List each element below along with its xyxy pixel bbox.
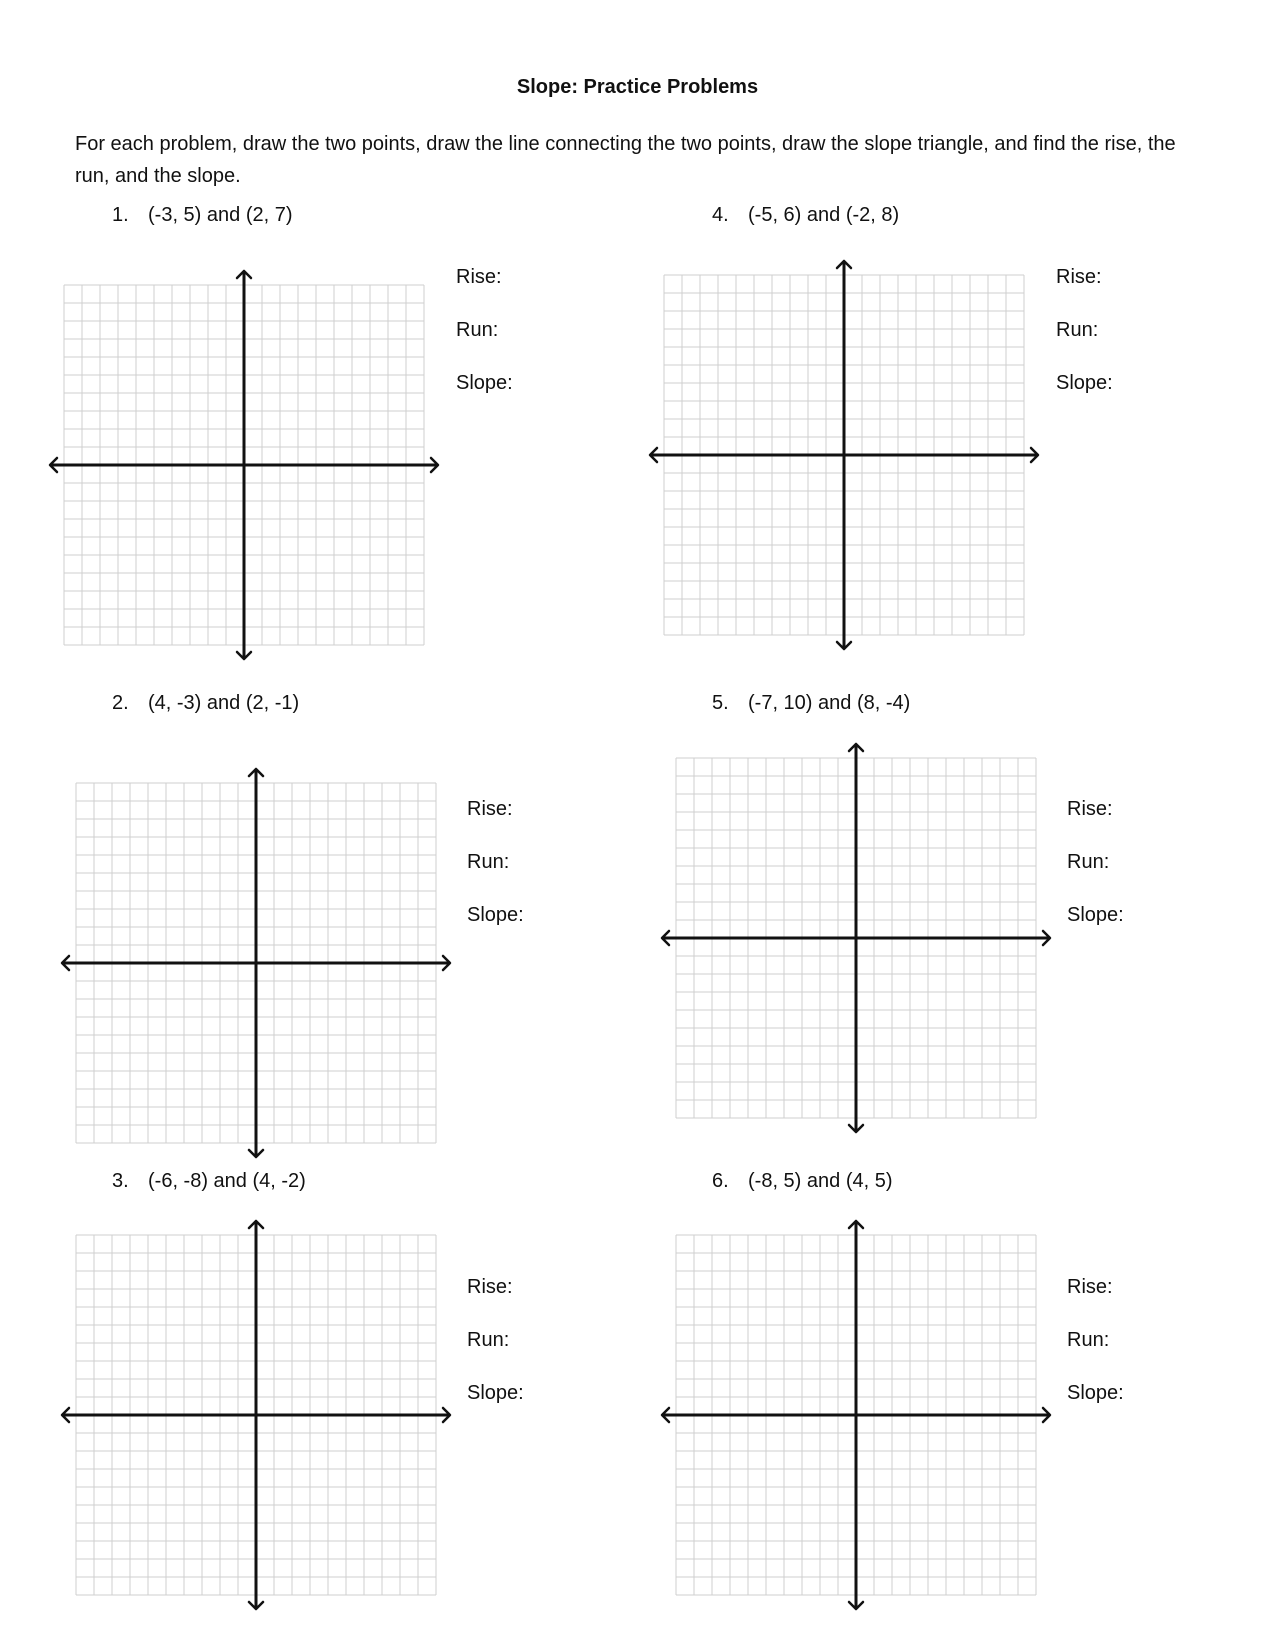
slope-label-1: Slope: [456,372,513,394]
rise-label-5: Rise: [1067,798,1113,820]
problem-1-label [112,204,293,227]
instructions: For each problem, draw the two points, draw the line connecting the two points, draw the slope triangle, and find the rise, the run, and the slope. [75,133,1176,187]
coordinate-grid-5[interactable] [676,758,1036,1118]
problem-3-label [112,1170,306,1193]
problem-points: (4, -3) and (2, -1) [148,692,300,714]
problem-number: 4. [712,204,729,226]
problem-4-label [712,204,899,227]
rise-label-6: Rise: [1067,1276,1113,1298]
slope-label-4: Slope: [1056,372,1113,394]
rise-label-4: Rise: [1056,266,1102,288]
slope-label-6: Slope: [1067,1382,1124,1404]
problem-2-label [112,692,299,715]
coordinate-grid-2[interactable] [76,783,436,1143]
run-label-5: Run: [1067,851,1110,873]
rise-label-3: Rise: [467,1276,513,1298]
problem-number: 3. [112,1170,129,1192]
problem-number: 5. [712,692,729,714]
coordinate-grid-3[interactable] [76,1235,436,1595]
run-label-2: Run: [467,851,510,873]
problem-points: (-6, -8) and (4, -2) [148,1170,306,1192]
page-title: Slope: Practice Problems [516,76,759,98]
run-label-1: Run: [456,319,499,341]
problem-6-label [712,1170,893,1193]
slope-label-3: Slope: [467,1382,524,1404]
problem-5-label [712,692,910,715]
problem-number: 2. [112,692,129,714]
problem-points: (-8, 5) and (4, 5) [748,1170,893,1192]
run-label-6: Run: [1067,1329,1110,1351]
run-label-4: Run: [1056,319,1099,341]
problem-number: 6. [712,1170,729,1192]
coordinate-grid-4[interactable] [664,275,1024,635]
slope-label-5: Slope: [1067,904,1124,926]
rise-label-2: Rise: [467,798,513,820]
coordinate-grid-1[interactable] [64,285,424,645]
rise-label-1: Rise: [456,266,502,288]
coordinate-grid-6[interactable] [676,1235,1036,1595]
problem-points: (-3, 5) and (2, 7) [148,204,293,226]
problem-number: 1. [112,204,129,226]
problem-points: (-7, 10) and (8, -4) [748,692,911,714]
problem-points: (-5, 6) and (-2, 8) [748,204,900,226]
slope-label-2: Slope: [467,904,524,926]
run-label-3: Run: [467,1329,510,1351]
